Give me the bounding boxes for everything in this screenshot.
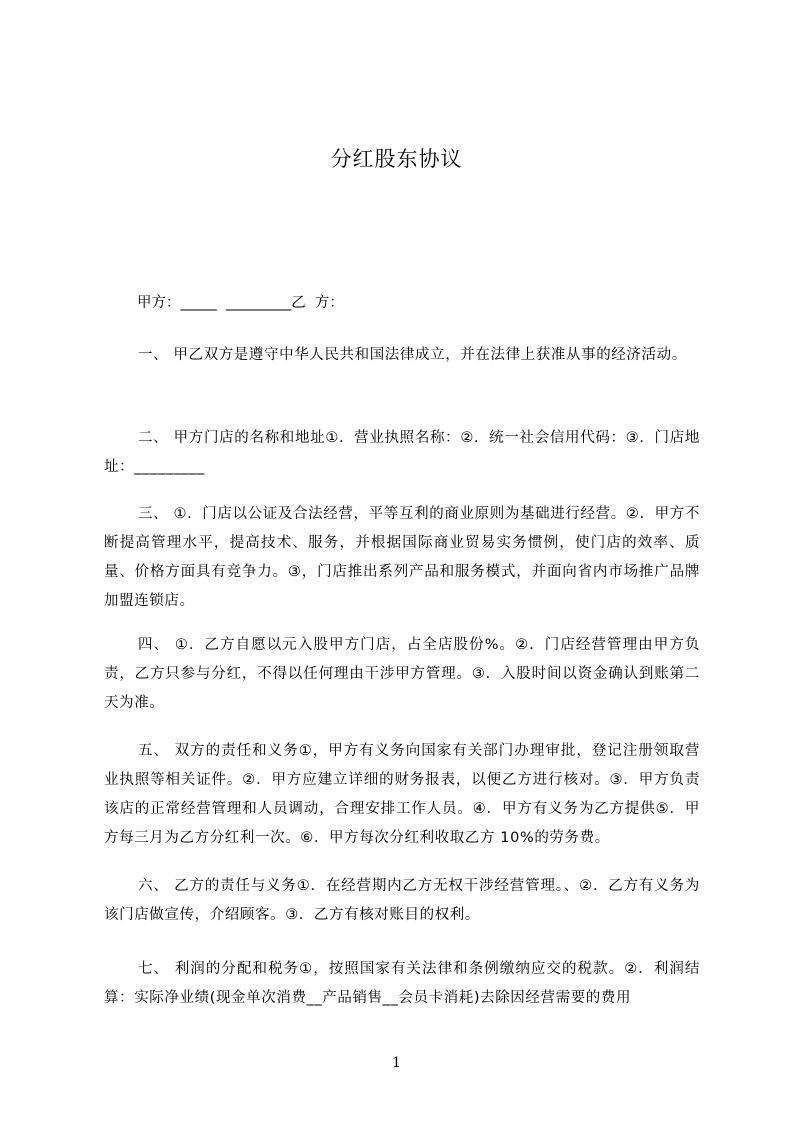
section-1: 一、 甲乙双方是遵守中华人民共和国法律成立，并在法律上获准从事的经济活动。 [138, 347, 687, 363]
section-7: 七、 利润的分配和税务①，按照国家有关法律和条例缴纳应交的税款。②．利润结算：实际净业绩(现金单次消费__产品销售__会员卡消耗)去除因经营需要的费用 [104, 961, 700, 1006]
section-2: 二、 甲方门店的名称和地址①．营业执照名称：②．统一社会信用代码：③．门店地址：_________ [104, 430, 700, 475]
page-number: 1 [392, 1055, 401, 1071]
section-3: 三、 ①．门店以公证及合法经营，平等互利的商业原则为基础进行经营。②．甲方不断提高管理水平，提高技术、服务，并根据国际商业贸易实务惯例，使门店的效率、质量、价格方面具有竞争力。③，门店推出系列产品和服务模式，并面向省内市场推广品牌加盟连锁店。 [104, 506, 700, 609]
section-4: 四、 ①．乙方自愿以元入股甲方门店，占全店股份%。②．门店经营管理由甲方负责，乙方只参与分红，不得以任何理由干涉甲方管理。③．入股时间以资金确认到账第二天为准。 [104, 637, 700, 711]
party-line: 甲方：_____ _________乙 方： [137, 295, 344, 311]
section-5: 五、 双方的责任和义务①，甲方有义务向国家有关部门办理审批，登记注册领取营业执照等相关证件。②．甲方应建立详细的财务报表，以便乙方进行核对。③．甲方负责该店的正常经营管理和人员调动，合理安排工作人员。④．甲方有义务为乙方提供⑤．甲方每三月为乙方分红利一次。⑥．甲方每次分红利收取乙方 10%的劳务费。 [104, 743, 700, 846]
document-title: 分红股东协议 [330, 147, 463, 171]
section-6: 六、 乙方的责任与义务①．在经营期内乙方无权干涉经营管理。、②．乙方有义务为该门店做宣传，介绍顾客。③．乙方有核对账目的权利。 [104, 878, 700, 923]
